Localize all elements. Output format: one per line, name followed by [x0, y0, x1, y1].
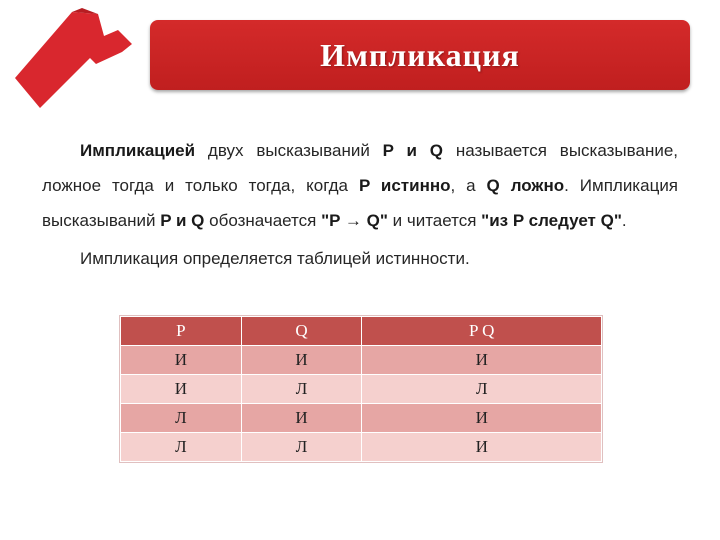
- table-cell: И: [121, 346, 242, 375]
- table-row: [121, 433, 602, 462]
- term-p-and-q: P и Q: [160, 211, 205, 230]
- header-q: Q: [241, 317, 362, 346]
- table-cell: И: [241, 404, 362, 433]
- title-bar: [150, 20, 690, 90]
- table-cell: И: [362, 433, 602, 462]
- table-row: [121, 404, 602, 433]
- table-cell: И: [362, 404, 602, 433]
- table-cell: И: [241, 346, 362, 375]
- header-p: P: [121, 317, 242, 346]
- text-fragment: . Импликация высказываний: [42, 176, 679, 230]
- text-fragment: двух высказываний: [195, 141, 383, 160]
- text-fragment: , а: [450, 176, 487, 195]
- table-cell: И: [121, 375, 242, 404]
- term-q-false: Q ложно: [486, 176, 565, 195]
- table-cell: Л: [241, 433, 362, 462]
- table-header-row: [121, 317, 602, 346]
- term-notation: "P → Q": [321, 211, 388, 230]
- table-cell: Л: [362, 375, 602, 404]
- table-row: [121, 375, 602, 404]
- truth-table: [120, 316, 602, 462]
- term-p-true: P истинно: [358, 176, 451, 195]
- table-row: [121, 346, 602, 375]
- term-reading: "из P следует Q": [481, 211, 622, 230]
- table-intro-paragraph: Импликация определяется таблицей истинности.: [80, 249, 470, 268]
- table-cell: Л: [121, 404, 242, 433]
- table-cell: И: [362, 346, 602, 375]
- text-fragment: обозначается: [204, 211, 322, 230]
- header-result: P Q: [362, 317, 602, 346]
- slide-title: Импликация: [320, 36, 520, 73]
- logo-icon: [0, 0, 160, 120]
- term-implication: Импликацией: [80, 141, 196, 160]
- table-cell: Л: [121, 433, 242, 462]
- text-fragment: и читается: [387, 211, 482, 230]
- text-fragment: называется высказывание, ложное тогда и только тогда, когда: [42, 141, 679, 195]
- text-fragment: .: [621, 211, 627, 230]
- definition-paragraph: [42, 133, 678, 238]
- table-cell: Л: [241, 375, 362, 404]
- term-p-and-q: P и Q: [382, 141, 444, 160]
